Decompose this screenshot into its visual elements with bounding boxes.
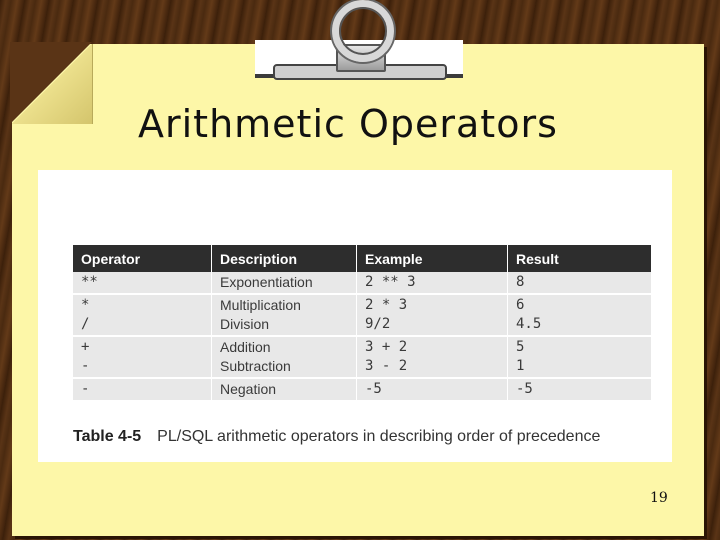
example-division: 9/2 xyxy=(365,316,391,332)
header-result: Result xyxy=(508,245,652,272)
result-subtraction: 1 xyxy=(516,358,525,374)
table-row xyxy=(73,272,651,294)
page-number: 19 xyxy=(650,490,668,506)
result-division: 4.5 xyxy=(516,316,542,332)
table-row xyxy=(73,336,651,378)
cell-operator: ** xyxy=(73,272,212,294)
header-description: Description xyxy=(212,245,357,272)
cell-example: 2 ** 3 xyxy=(357,272,508,294)
table-header-row xyxy=(73,245,651,272)
operators-table xyxy=(73,245,651,402)
result-addition: 5 xyxy=(516,339,525,355)
cell-example: -5 xyxy=(357,378,508,401)
description-division: Division xyxy=(220,316,270,332)
table-image-panel xyxy=(38,170,672,462)
cell-description xyxy=(212,336,357,378)
page-curl-icon xyxy=(12,44,93,124)
example-addition: 3 + 2 xyxy=(365,339,408,355)
cell-result: 8 xyxy=(508,272,652,294)
cell-description xyxy=(212,294,357,336)
example-subtraction: 3 - 2 xyxy=(365,358,408,374)
operator-divide: / xyxy=(81,316,90,332)
cell-description: Exponentiation xyxy=(212,272,357,294)
cell-result xyxy=(508,336,652,378)
slide-title: Arithmetic Operators xyxy=(138,102,558,146)
table-row xyxy=(73,378,651,401)
cell-operator xyxy=(73,336,212,378)
cell-result xyxy=(508,294,652,336)
operator-add: + xyxy=(81,339,90,355)
cell-example xyxy=(357,336,508,378)
cell-operator: - xyxy=(73,378,212,401)
operator-subtract: - xyxy=(81,358,90,374)
cell-example xyxy=(357,294,508,336)
table-row xyxy=(73,294,651,336)
example-multiplication: 2 * 3 xyxy=(365,297,408,313)
header-operator: Operator xyxy=(73,245,212,272)
header-example: Example xyxy=(357,245,508,272)
cell-operator xyxy=(73,294,212,336)
result-multiplication: 6 xyxy=(516,297,525,313)
description-multiplication: Multiplication xyxy=(220,297,301,313)
caption-label: Table 4-5 xyxy=(73,428,142,445)
description-subtraction: Subtraction xyxy=(220,358,291,374)
table-caption xyxy=(73,428,600,446)
caption-text: PL/SQL arithmetic operators in describing order of precedence xyxy=(157,428,601,445)
cell-description: Negation xyxy=(212,378,357,401)
clipboard-ring-icon xyxy=(332,0,394,62)
operator-multiply: * xyxy=(81,297,90,313)
cell-result: -5 xyxy=(508,378,652,401)
description-addition: Addition xyxy=(220,339,271,355)
